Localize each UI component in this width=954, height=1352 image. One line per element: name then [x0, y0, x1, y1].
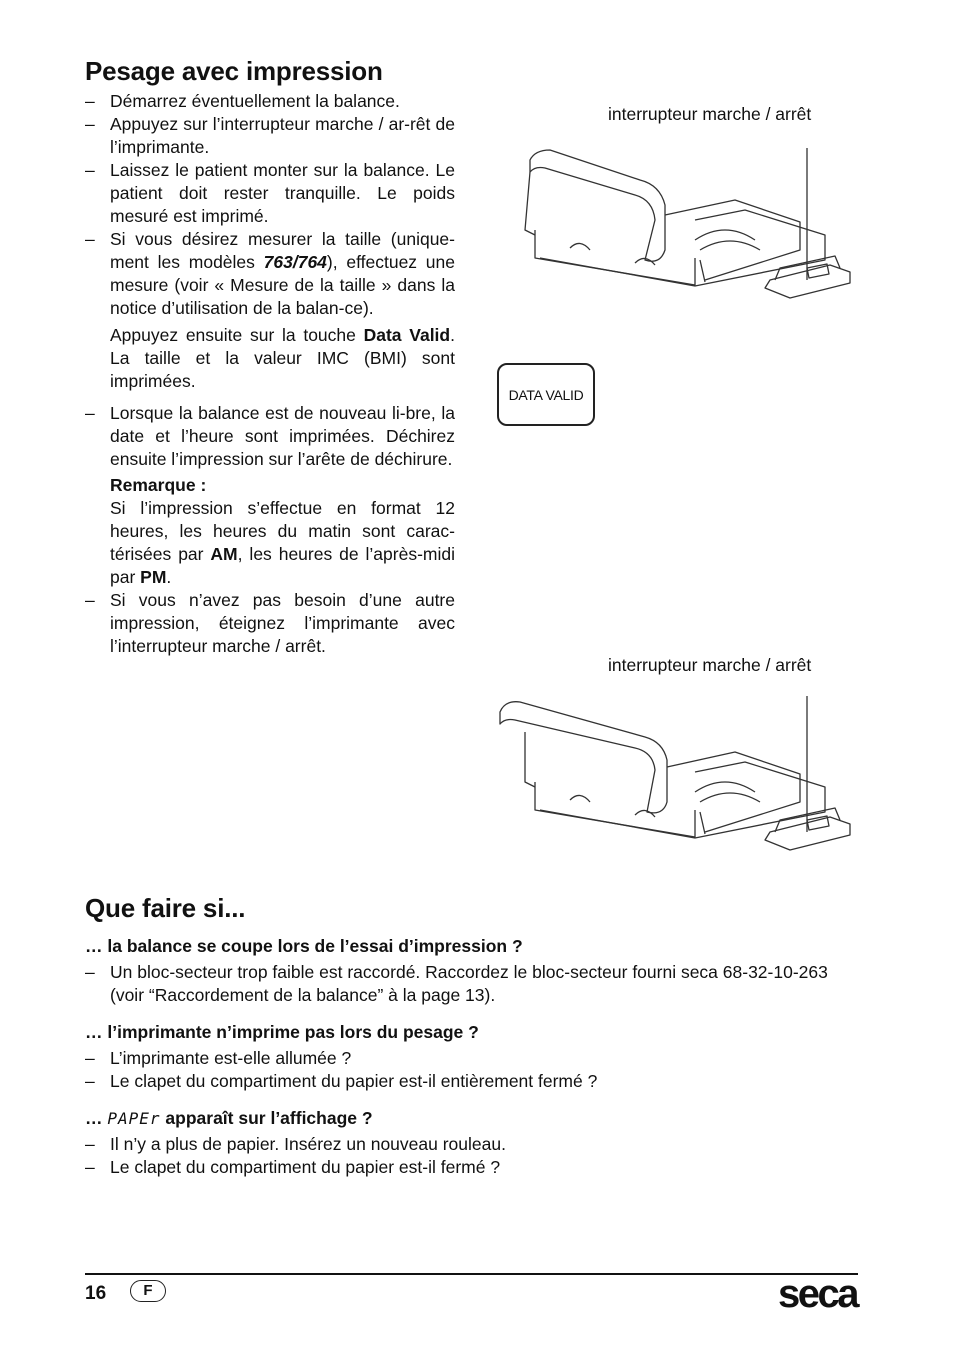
- model-numbers: 763/764: [263, 252, 327, 272]
- list-item: – Démarrez éventuellement la balance.: [85, 91, 400, 111]
- printer-illustration-top: [495, 140, 855, 320]
- troubleshooting-list: [85, 935, 865, 1179]
- switch-caption-bottom: interrupteur marche / arrêt: [608, 655, 812, 675]
- brand-logo: seca: [778, 1272, 857, 1316]
- note-text: Si l’impression s’effectue en format 12 heures, les heures du matin sont carac-térisées par AM, les heures de l’après-midi par PM.: [110, 498, 456, 587]
- list-item: – Si vous désirez mesurer la taille (unique-ment les modèles 763/764), effectuez une mesure (voir « Mesure de la taille » dans la notice d’utilisation de la balan-ce). Appuyez ensuite sur la touche Data Valid. La taille et la valeur IMC (BMI) sont imprimées.: [85, 229, 455, 391]
- list-item: – Le clapet du compartiment du papier est-il fermé ?: [85, 1157, 501, 1177]
- list-item: – Si vous n’avez pas besoin d’une autre impression, éteignez l’imprimante avec l’interrupteur marche / arrêt.: [85, 590, 455, 656]
- footer-divider: [85, 1273, 858, 1275]
- list-item: – Il n’y a plus de papier. Insérez un nouveau rouleau.: [85, 1134, 506, 1154]
- section-title-weighing: Pesage avec impression: [85, 56, 383, 86]
- switch-caption-top: interrupteur marche / arrêt: [608, 104, 812, 124]
- list-item: – Le clapet du compartiment du papier est-il entièrement fermé ?: [85, 1071, 598, 1091]
- list-item: – Un bloc-secteur trop faible est raccordé. Raccordez le bloc-secteur fourni seca 68-32-10-263 (voir “Raccordement de la balance” à la page 13).: [85, 962, 828, 1005]
- question-heading: … PAPEr apparaît sur l’affichage ?: [85, 1108, 373, 1128]
- list-item: – L’imprimante est-elle allumée ?: [85, 1048, 352, 1068]
- list-item: – Lorsque la balance est de nouveau li-bre, la date et l’heure sont imprimées. Déchirez ensuite l’impression sur l’arête de déchirure. Remarque : Si l’impression s’effectue en format 12 heures, les heures du matin sont carac-térisées par AM, les heures de l’après-midi par PM.: [85, 403, 456, 587]
- printer-illustration-bottom: [495, 692, 855, 872]
- language-badge: F: [130, 1280, 166, 1302]
- list-item: – Laissez le patient monter sur la balance. Le patient doit rester tranquille. Le poids mesuré est imprimé.: [85, 160, 455, 226]
- data-valid-key: DATA VALID: [497, 363, 595, 426]
- data-valid-instruction: Appuyez ensuite sur la touche Data Valid. La taille et la valeur IMC (BMI) sont imprimées.: [110, 325, 455, 391]
- weighing-instructions: [85, 90, 455, 658]
- note-label: Remarque :: [110, 475, 207, 495]
- list-item: – Appuyez sur l’interrupteur marche / ar-rêt de l’imprimante.: [85, 114, 455, 157]
- page-number: 16: [85, 1283, 107, 1304]
- display-readout: PAPEr: [107, 1109, 161, 1128]
- section-title-troubleshooting: Que faire si...: [85, 893, 246, 923]
- question-heading: … l’imprimante n’imprime pas lors du pesage ?: [85, 1022, 479, 1042]
- question-heading: … la balance se coupe lors de l’essai d’impression ?: [85, 936, 523, 956]
